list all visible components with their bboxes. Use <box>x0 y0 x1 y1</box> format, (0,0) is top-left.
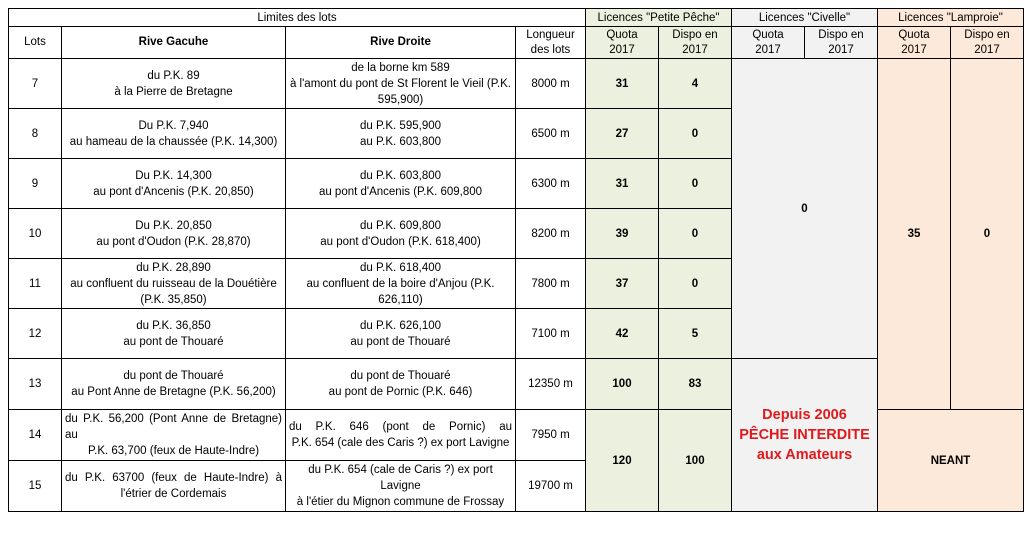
pp-dispo-cell: 0 <box>659 109 732 159</box>
pp-quota-cell: 120 <box>586 410 659 512</box>
lot-number: 15 <box>9 461 62 512</box>
pp-quota-cell: 31 <box>586 59 659 109</box>
lot-number: 9 <box>9 159 62 209</box>
longueur-cell: 6500 m <box>516 109 586 159</box>
lot-number: 12 <box>9 309 62 359</box>
lot-number: 11 <box>9 259 62 309</box>
rive-gauche-cell: du pont de Thouaré au Pont Anne de Bretagne (P.K. 56,200) <box>62 359 286 410</box>
col-pp-dispo: Dispo en 2017 <box>659 27 732 59</box>
col-longueur: Longueur des lots <box>516 27 586 59</box>
civelle-7-12-cell: 0 <box>732 59 878 359</box>
header-limites: Limites des lots <box>9 9 586 27</box>
rive-droite-cell: du P.K. 603,800 au pont d'Ancenis (P.K. 609,800 <box>286 159 516 209</box>
rive-gauche-cell: du P.K. 56,200 (Pont Anne de Bretagne) au P.K. 63,700 (feux de Haute-Indre) <box>62 410 286 461</box>
pp-quota-cell: 27 <box>586 109 659 159</box>
rive-gauche-cell: Du P.K. 7,940 au hameau de la chaussée (P.K. 14,300) <box>62 109 286 159</box>
longueur-cell: 7100 m <box>516 309 586 359</box>
header-lamproie: Licences "Lamproie" <box>878 9 1024 27</box>
rive-droite-cell: de la borne km 589 à l'amont du pont de St Florent le Vieil (P.K. 595,900) <box>286 59 516 109</box>
rive-droite-cell: du P.K. 609,800 au pont d'Oudon (P.K. 618,400) <box>286 209 516 259</box>
rive-droite-cell: du P.K. 626,100 au pont de Thouaré <box>286 309 516 359</box>
longueur-cell: 6300 m <box>516 159 586 209</box>
longueur-cell: 7800 m <box>516 259 586 309</box>
col-lots: Lots <box>9 27 62 59</box>
table-row <box>9 359 1024 410</box>
header-civelle: Licences "Civelle" <box>732 9 878 27</box>
pp-quota-cell: 31 <box>586 159 659 209</box>
rive-droite-cell: du P.K. 646 (pont de Pornic) au P.K. 654 (cale des Caris ?) ex port Lavigne <box>286 410 516 461</box>
rive-gauche-cell: Du P.K. 20,850 au pont d'Oudon (P.K. 28,870) <box>62 209 286 259</box>
rive-gauche-cell: du P.K. 28,890 au confluent du ruisseau de la Douétière (P.K. 35,850) <box>62 259 286 309</box>
rive-gauche-cell: du P.K. 36,850 au pont de Thouaré <box>62 309 286 359</box>
longueur-cell: 8200 m <box>516 209 586 259</box>
lot-number: 10 <box>9 209 62 259</box>
rive-droite-cell: du P.K. 654 (cale de Caris ?) ex port Lavigne à l'étier du Mignon commune de Frossay <box>286 461 516 512</box>
lot-number: 8 <box>9 109 62 159</box>
pp-quota-cell: 100 <box>586 359 659 410</box>
longueur-cell: 19700 m <box>516 461 586 512</box>
col-lamproie-dispo: Dispo en 2017 <box>951 27 1024 59</box>
lot-number: 14 <box>9 410 62 461</box>
rive-droite-cell: du pont de Thouaré au pont de Pornic (P.K. 646) <box>286 359 516 410</box>
col-rive-gauche: Rive Gacuhe <box>62 27 286 59</box>
lot-number: 13 <box>9 359 62 410</box>
rive-droite-cell: du P.K. 595,900 au P.K. 603,800 <box>286 109 516 159</box>
licences-table <box>8 8 1024 512</box>
pp-dispo-cell: 4 <box>659 59 732 109</box>
lamproie-quota-cell: 35 <box>878 59 951 410</box>
pp-dispo-cell: 0 <box>659 209 732 259</box>
col-pp-quota: Quota 2017 <box>586 27 659 59</box>
rive-droite-cell: du P.K. 618,400 au confluent de la boire d'Anjou (P.K. 626,110) <box>286 259 516 309</box>
pp-dispo-cell: 5 <box>659 309 732 359</box>
civelle-interdite-cell: Depuis 2006 PÊCHE INTERDITE aux Amateurs <box>732 359 878 512</box>
pp-dispo-cell: 0 <box>659 159 732 209</box>
pp-dispo-cell: 83 <box>659 359 732 410</box>
pp-quota-cell: 42 <box>586 309 659 359</box>
pp-dispo-cell: 0 <box>659 259 732 309</box>
lamproie-neant-cell: NEANT <box>878 410 1024 512</box>
col-rive-droite: Rive Droite <box>286 27 516 59</box>
pp-quota-cell: 39 <box>586 209 659 259</box>
pp-quota-cell: 37 <box>586 259 659 309</box>
rive-gauche-cell: du P.K. 89 à la Pierre de Bretagne <box>62 59 286 109</box>
col-lamproie-quota: Quota 2017 <box>878 27 951 59</box>
header-petite-peche: Licences "Petite Pêche" <box>586 9 732 27</box>
longueur-cell: 12350 m <box>516 359 586 410</box>
lot-number: 7 <box>9 59 62 109</box>
table-row <box>9 59 1024 109</box>
longueur-cell: 8000 m <box>516 59 586 109</box>
pp-dispo-cell: 100 <box>659 410 732 512</box>
col-civelle-dispo: Dispo en 2017 <box>805 27 878 59</box>
longueur-cell: 7950 m <box>516 410 586 461</box>
rive-gauche-cell: du P.K. 63700 (feux de Haute-Indre) à l'étrier de Cordemais <box>62 461 286 512</box>
col-civelle-quota: Quota 2017 <box>732 27 805 59</box>
lamproie-dispo-cell: 0 <box>951 59 1024 410</box>
rive-gauche-cell: Du P.K. 14,300 au pont d'Ancenis (P.K. 20,850) <box>62 159 286 209</box>
